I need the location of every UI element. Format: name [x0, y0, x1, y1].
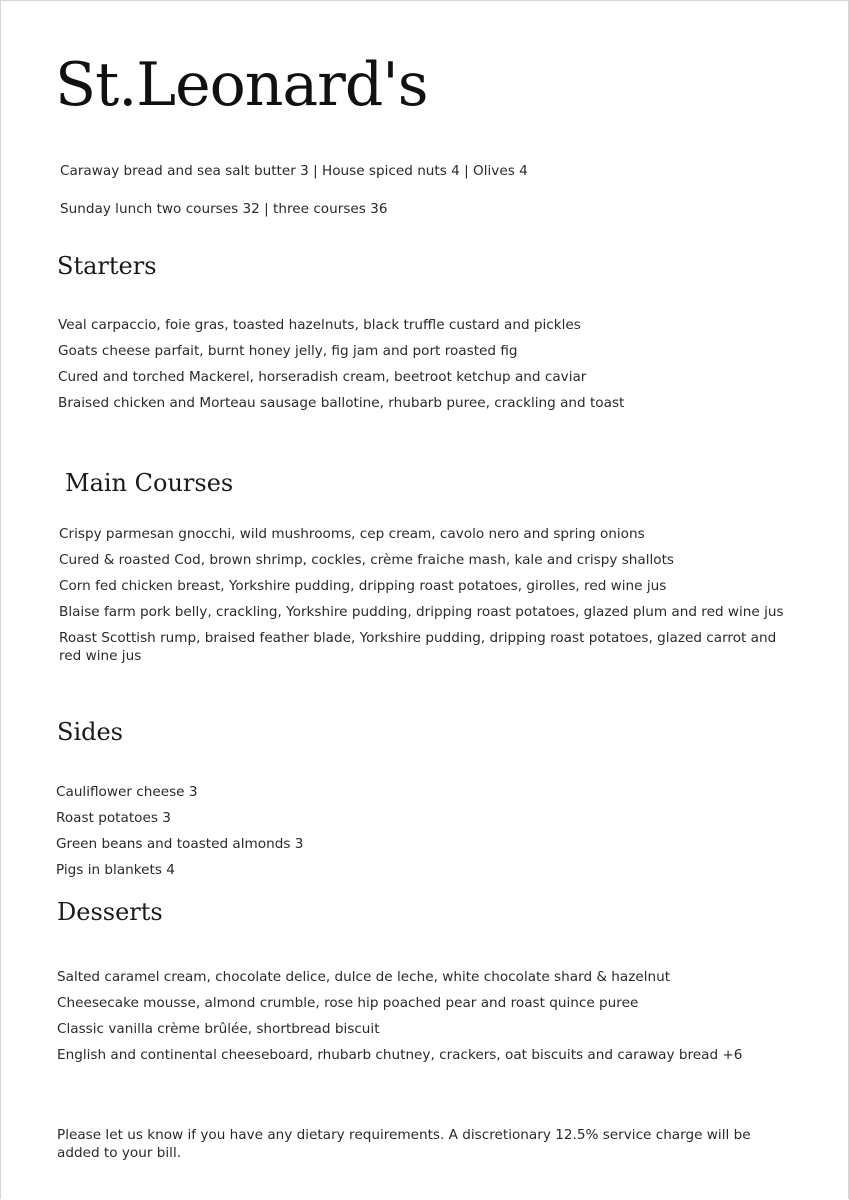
sunday-lunch-line: Sunday lunch two courses 32 | three courses 36 — [60, 201, 388, 217]
restaurant-name: St.Leonard's — [55, 50, 428, 120]
dessert-item: English and continental cheeseboard, rhubarb chutney, crackers, oat biscuits and caraway bread +6 — [57, 1047, 743, 1063]
snacks-line: Caraway bread and sea salt butter 3 | House spiced nuts 4 | Olives 4 — [60, 163, 528, 179]
side-item: Roast potatoes 3 — [56, 810, 171, 826]
main-item: Corn fed chicken breast, Yorkshire pudding, dripping roast potatoes, girolles, red wine jus — [59, 578, 667, 594]
starters-heading: Starters — [57, 252, 157, 280]
mains-heading: Main Courses — [65, 469, 234, 497]
side-item: Green beans and toasted almonds 3 — [56, 836, 304, 852]
main-item: Cured & roasted Cod, brown shrimp, cockles, crème fraiche mash, kale and crispy shallots — [59, 552, 675, 568]
desserts-heading: Desserts — [57, 898, 163, 926]
starter-item: Cured and torched Mackerel, horseradish cream, beetroot ketchup and caviar — [58, 369, 587, 385]
main-item-continued: red wine jus — [59, 648, 142, 664]
dietary-note: Please let us know if you have any dietary requirements. A discretionary 12.5% service charge will be added to your bill. — [57, 1127, 751, 1161]
side-item: Pigs in blankets 4 — [56, 862, 175, 878]
dessert-item: Cheesecake mousse, almond crumble, rose hip poached pear and roast quince puree — [57, 995, 639, 1011]
dessert-item: Salted caramel cream, chocolate delice, dulce de leche, white chocolate shard & hazelnut — [57, 969, 671, 985]
starter-item: Braised chicken and Morteau sausage ballotine, rhubarb puree, crackling and toast — [58, 395, 625, 411]
starter-item: Veal carpaccio, foie gras, toasted hazelnuts, black truffle custard and pickles — [58, 317, 581, 333]
sides-heading: Sides — [57, 718, 123, 746]
main-item: Blaise farm pork belly, crackling, Yorkshire pudding, dripping roast potatoes, glazed plum and red wine jus — [59, 604, 784, 620]
starter-item: Goats cheese parfait, burnt honey jelly, fig jam and port roasted fig — [58, 343, 518, 359]
side-item: Cauliflower cheese 3 — [56, 784, 198, 800]
main-item: Roast Scottish rump, braised feather blade, Yorkshire pudding, dripping roast potatoes, glazed carrot and — [59, 630, 777, 646]
main-item: Crispy parmesan gnocchi, wild mushrooms, cep cream, cavolo nero and spring onions — [59, 526, 645, 542]
dessert-item: Classic vanilla crème brûlée, shortbread biscuit — [57, 1021, 380, 1037]
